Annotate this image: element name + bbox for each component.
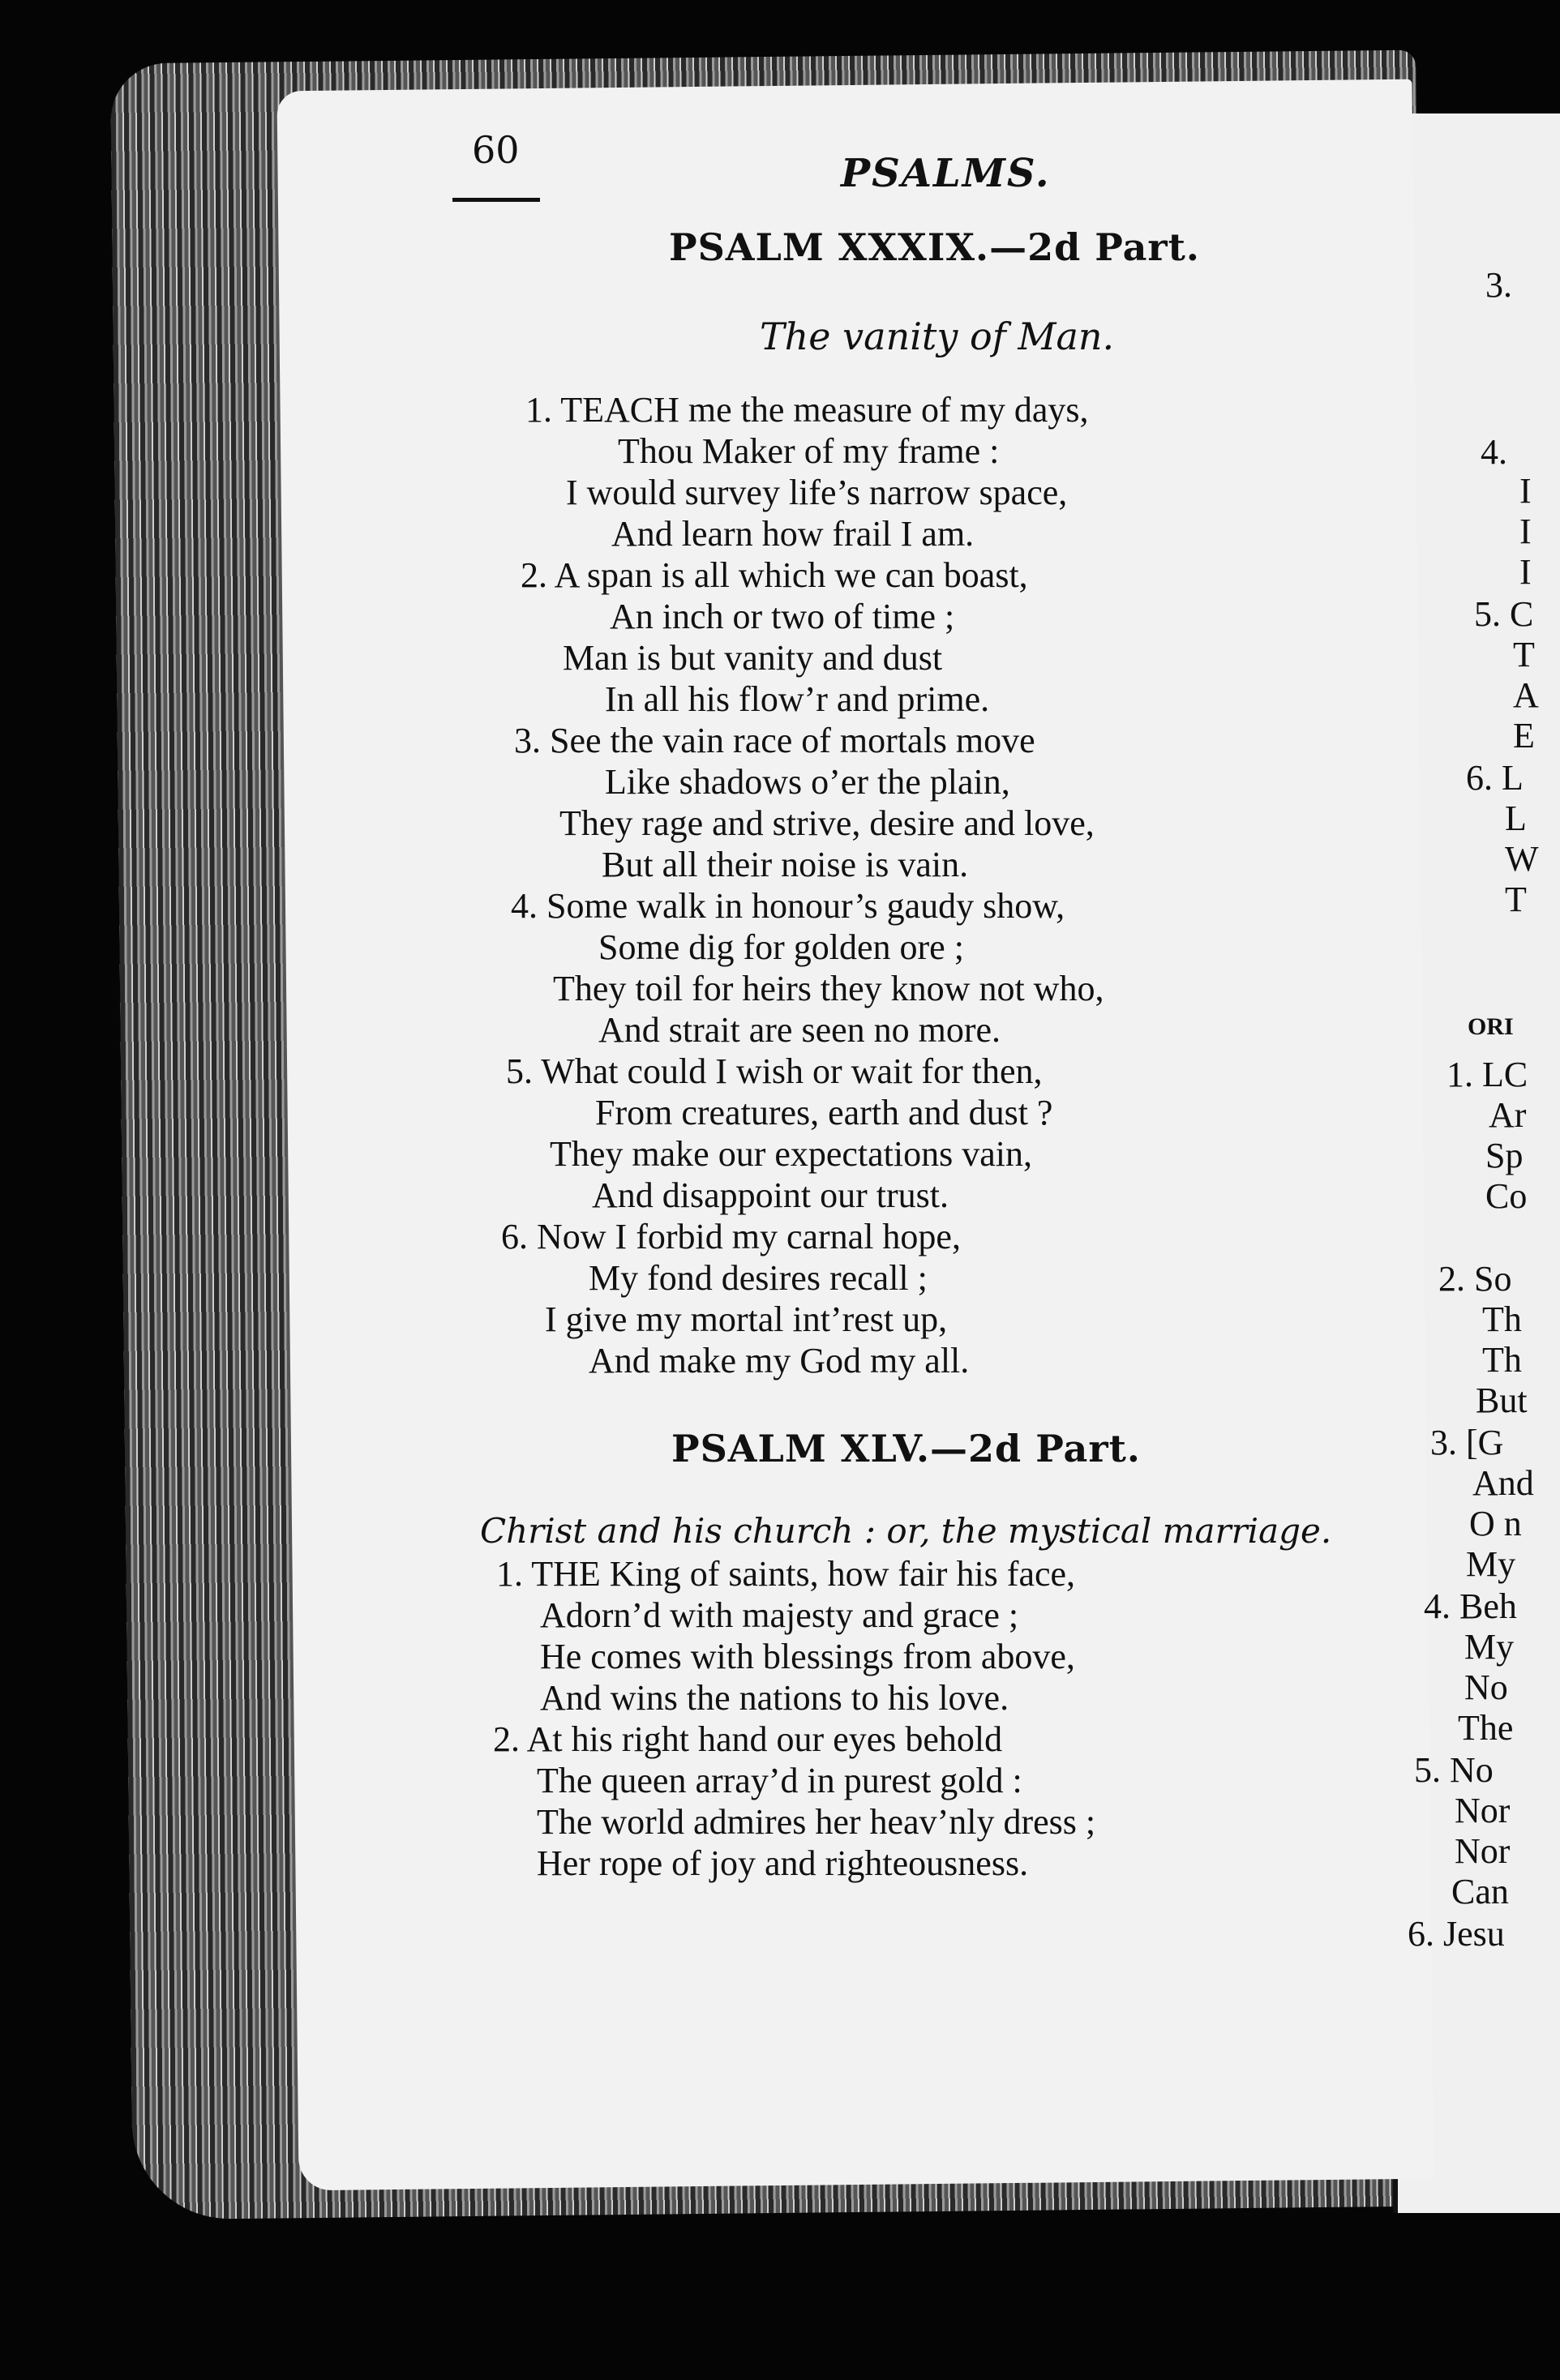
facing-fragment: The	[1458, 1708, 1514, 1748]
facing-fragment: Th	[1482, 1299, 1522, 1339]
psalm-39-title: PSALM XXXIX.—2d Part.	[669, 225, 1200, 269]
facing-fragment: 5. C	[1474, 594, 1534, 634]
verse-line: They toil for heirs they know not who,	[553, 969, 1104, 1008]
facing-fragment: T	[1513, 635, 1535, 674]
facing-fragment: Nor	[1455, 1831, 1511, 1871]
psalm-39-subtitle: The vanity of Man.	[760, 315, 1115, 358]
facing-fragment: ORI	[1468, 1013, 1514, 1040]
verse-line: Some dig for golden ore ;	[598, 927, 964, 967]
facing-fragment: 6. L	[1466, 758, 1524, 798]
facing-fragment: Can	[1451, 1872, 1509, 1911]
facing-fragment: No	[1464, 1667, 1508, 1707]
facing-fragment: 3. [G	[1430, 1423, 1504, 1462]
verse-line: Adorn’d with majesty and grace ;	[540, 1595, 1019, 1635]
facing-fragment: 4. Beh	[1424, 1586, 1517, 1626]
facing-fragment: A	[1513, 675, 1539, 715]
facing-fragment: 2. So	[1438, 1259, 1512, 1299]
verse-line: 1. THE King of saints, how fair his face,	[496, 1554, 1076, 1594]
facing-fragment: But	[1476, 1380, 1528, 1420]
facing-fragment: W	[1505, 839, 1539, 879]
page-number: 60	[472, 128, 520, 172]
verse-line: 2. At his right hand our eyes behold	[493, 1719, 1003, 1759]
facing-fragment: 6. Jesu	[1408, 1914, 1505, 1954]
verse-line: The world admires her heav’nly dress ;	[537, 1802, 1096, 1842]
verse-line: I give my mortal int’rest up,	[545, 1299, 948, 1339]
verse-line: And make my God my all.	[589, 1341, 970, 1380]
facing-fragment: Sp	[1485, 1136, 1524, 1175]
facing-fragment: Co	[1485, 1176, 1528, 1216]
verse-line: 2. A span is all which we can boast,	[521, 555, 1028, 595]
verse-line: The queen array’d in purest gold :	[537, 1761, 1022, 1800]
facing-fragment: 5. No	[1414, 1750, 1494, 1790]
psalm-45-title: PSALM XLV.—2d Part.	[671, 1427, 1141, 1470]
facing-fragment: 3.	[1485, 265, 1512, 305]
facing-fragment: L	[1505, 798, 1527, 838]
verse-line: An inch or two of time ;	[610, 597, 955, 636]
facing-fragment: Nor	[1455, 1791, 1511, 1830]
page-number-rule	[452, 198, 540, 202]
facing-fragment: Th	[1482, 1340, 1522, 1380]
verse-line: Like shadows o’er the plain,	[605, 762, 1010, 802]
verse-line: And disappoint our trust.	[592, 1175, 949, 1215]
verse-line: I would survey life’s narrow space,	[566, 473, 1068, 512]
facing-fragment: T	[1505, 880, 1527, 919]
running-title: PSALMS.	[841, 151, 1051, 196]
verse-line: But all their noise is vain.	[602, 845, 969, 884]
verse-line: And learn how frail I am.	[611, 514, 975, 554]
facing-fragment: I	[1519, 471, 1532, 511]
verse-line: He comes with blessings from above,	[540, 1637, 1075, 1676]
verse-line: My fond desires recall ;	[589, 1258, 928, 1298]
verse-line: In all his flow’r and prime.	[605, 679, 990, 719]
facing-fragment: O n	[1469, 1504, 1522, 1543]
facing-fragment: E	[1513, 716, 1535, 756]
facing-fragment: 1. LC	[1446, 1055, 1528, 1094]
facing-fragment: And	[1472, 1463, 1534, 1503]
verse-line: 3. See the vain race of mortals move	[514, 721, 1035, 760]
verse-line: 4. Some walk in honour’s gaudy show,	[511, 886, 1065, 926]
facing-fragment: My	[1464, 1627, 1515, 1667]
facing-fragment: I	[1519, 512, 1532, 551]
facing-fragment: My	[1466, 1544, 1516, 1584]
verse-line: Thou Maker of my frame :	[618, 431, 1000, 471]
facing-fragment: Ar	[1489, 1095, 1527, 1135]
verse-line: Her rope of joy and righteousness.	[537, 1843, 1029, 1883]
verse-line: They make our expectations vain,	[550, 1134, 1033, 1174]
verse-line: 5. What could I wish or wait for then,	[506, 1051, 1043, 1091]
psalm-45-subtitle: Christ and his church : or, the mystical marriage.	[480, 1511, 1332, 1551]
verse-line: 1. TEACH me the measure of my days,	[525, 390, 1089, 430]
verse-line: 6. Now I forbid my carnal hope,	[501, 1217, 961, 1256]
facing-fragment: I	[1519, 552, 1532, 592]
verse-line: And strait are seen no more.	[598, 1010, 1001, 1050]
verse-line: From creatures, earth and dust ?	[595, 1093, 1053, 1132]
verse-line: And wins the nations to his love.	[540, 1678, 1009, 1718]
verse-line: They rage and strive, desire and love,	[559, 803, 1095, 843]
facing-fragment: 4.	[1481, 432, 1507, 472]
verse-line: Man is but vanity and dust	[563, 638, 943, 678]
